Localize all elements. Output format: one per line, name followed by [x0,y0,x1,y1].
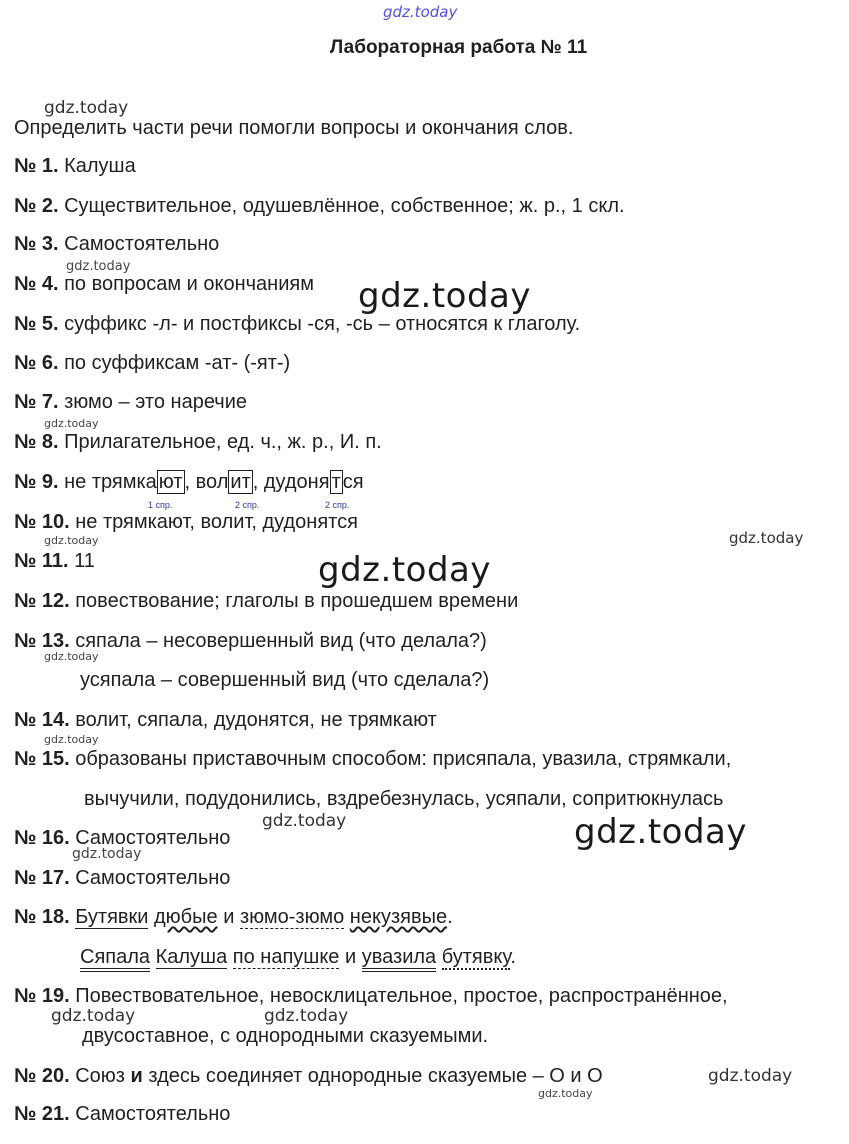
conjunction: и [345,946,357,968]
answer-18-line-2 [80,945,516,969]
item-text: Самостоятельно [64,233,220,255]
answer-19 [14,984,728,1008]
item-number: № 8. [14,431,59,453]
item-number: № 21. [14,1103,70,1125]
item-number: № 9. [14,471,59,493]
item-text: повествование; глаголы в прошедшем времени [75,590,519,612]
predicate-adjective: дюбые [154,906,218,928]
period: . [447,906,453,928]
watermark: gdz.today [44,417,99,430]
answer-21 [14,1102,230,1126]
answer-4 [14,272,314,296]
answer-13 [14,629,487,653]
item-text: Самостоятельно [75,867,231,889]
item-number: № 16. [14,827,70,849]
item-text: по суффиксам -ат- (-ят-) [64,352,291,374]
object-word: бутявку [441,946,511,968]
page-title: Лабораторная работа № 11 [329,37,588,58]
item-text: Самостоятельно [75,1103,231,1125]
item-text: волит, сяпала, дудонятся, не трямкают [75,709,437,731]
conjunction: и [223,906,235,928]
item-number: № 17. [14,867,70,889]
answer-15 [14,747,731,771]
answer-5 [14,312,580,336]
answer-3 [14,232,219,256]
watermark: gdz.today [729,529,804,547]
item-number: № 11. [14,550,69,572]
answer-16 [14,826,230,850]
verb-stem: не трямка [64,471,157,493]
predicate-word: Сяпала [80,946,150,972]
answer-11 [14,549,95,573]
watermark: gdz.today [264,1006,349,1026]
item-text: зюмо – это наречие [64,391,247,413]
answer-14 [14,708,437,732]
adverbial-phrase: по напушке [232,946,340,968]
watermark: gdz.today [66,259,131,274]
conjugation-label: 1 спр. [148,500,173,510]
answer-19-line-2: двусоставное, с однородными сказуемыми. [82,1025,489,1047]
answer-20 [14,1064,603,1088]
watermark: gdz.today [44,650,99,663]
item-text: Прилагательное, ед. ч., ж. р., И. п. [64,431,382,453]
answer-6 [14,351,290,375]
predicate-adjective: некузявые [349,906,448,928]
item-text: образованы приставочным способом: присяпала, увазила, стрямкали, [75,748,732,770]
watermark: gdz.today [318,550,491,590]
subject-word: Калуша [155,946,228,968]
item-text: Повествовательное, невосклицательное, простое, распространённое, [75,985,728,1007]
answer-2 [14,194,625,218]
conjugation-label: 2 спр. [235,500,260,510]
watermark: gdz.today [708,1066,793,1086]
item-number: № 10. [14,511,70,533]
predicate-word: увазила [362,946,436,972]
watermark: gdz.today [44,733,99,746]
watermark: gdz.today [44,98,129,118]
item-number: № 18. [14,906,70,928]
verb-stem: вол [195,471,229,493]
watermark: gdz.today [262,811,347,831]
watermark-top: gdz.today [383,3,458,21]
period: . [510,946,516,968]
conjunction-bold: и [130,1065,143,1087]
subject-word: Бутявки [75,906,149,928]
item-number: № 14. [14,709,70,731]
answer-1 [14,154,136,178]
separator: , [252,471,264,493]
intro-text: Определить части речи помогли вопросы и окончания слов. [14,117,574,139]
item-text: не трямкают, волит, дудонятся [75,511,358,533]
answer-17 [14,866,230,890]
answer-18 [14,905,453,929]
item-text: 11 [74,550,95,572]
verb-ending-box: т [331,471,341,493]
item-text: сяпала – несовершенный вид (что делала?) [75,630,487,652]
item-number: № 12. [14,590,70,612]
watermark: gdz.today [538,1087,593,1100]
verb-postfix: ся [342,471,364,493]
verb-ending-box: ют [158,471,183,493]
item-text-pre: Союз [75,1065,131,1087]
verb-ending-box: ит [230,471,251,493]
item-number: № 20. [14,1065,70,1087]
item-number: № 1. [14,155,59,177]
answer-15-line-2: вычучили, подудонились, вздребезнулась, усяпали, сопритюкнулась [84,788,724,810]
item-number: № 7. [14,391,59,413]
item-number: № 19. [14,985,70,1007]
item-number: № 3. [14,233,59,255]
watermark: gdz.today [72,846,142,862]
separator: , [184,471,196,493]
verb-stem: дудоня [263,471,330,493]
item-text: Существительное, одушевлённое, собственное; ж. р., 1 скл. [64,195,625,217]
item-number: № 5. [14,313,59,335]
answer-8 [14,430,382,454]
item-number: № 6. [14,352,59,374]
conjugation-label: 2 спр. [325,500,350,510]
adverb-word: зюмо-зюмо [239,906,345,928]
item-text: суффикс -л- и постфиксы -ся, -сь – относятся к глаголу. [64,313,581,335]
item-number: № 2. [14,195,59,217]
answer-13-line-2: усяпала – совершенный вид (что сделала?) [80,669,490,691]
watermark: gdz.today [44,534,99,547]
answer-7 [14,390,247,414]
item-number: № 15. [14,748,70,770]
answer-10 [14,510,358,534]
answer-9 [14,470,364,494]
item-text: по вопросам и окончаниям [64,273,314,295]
watermark: gdz.today [51,1006,136,1026]
answer-12 [14,589,518,613]
item-text: Калуша [64,155,136,177]
watermark: gdz.today [574,812,747,852]
item-number: № 13. [14,630,70,652]
item-text: Самостоятельно [75,827,231,849]
watermark: gdz.today [358,276,531,316]
item-text-post: здесь соединяет однородные сказуемые – О и О [142,1065,603,1087]
item-number: № 4. [14,273,59,295]
